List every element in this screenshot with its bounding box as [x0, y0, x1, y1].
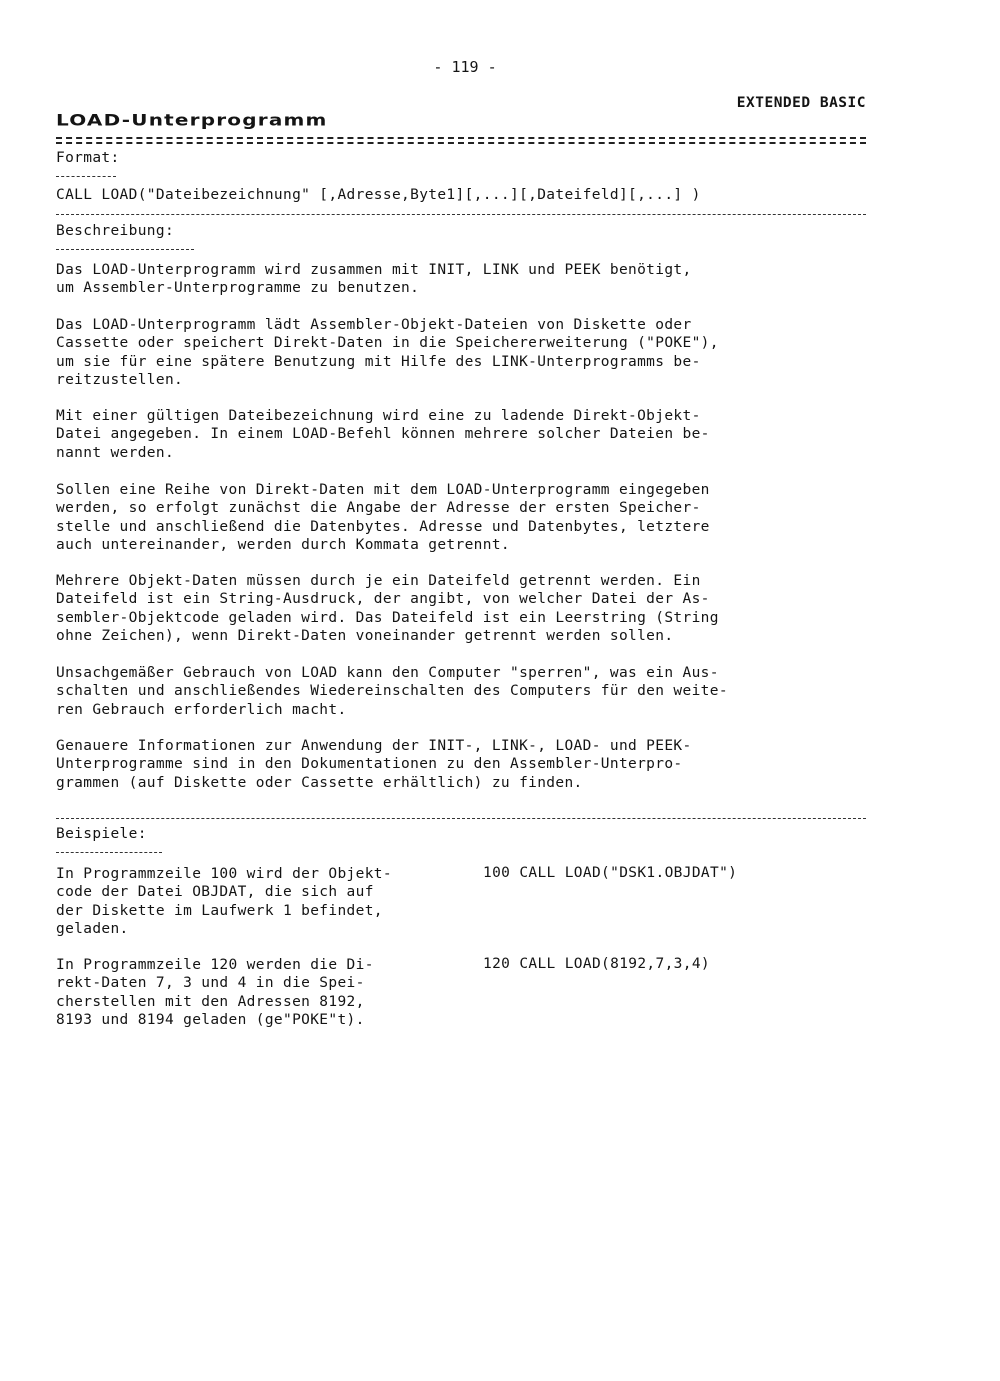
description-paragraph-2: Das LOAD-Unterprogramm lädt Assembler-Objekt-Dateien von Diskette oder Cassette oder speichert Direkt-Daten in die Speichererweiterung ("POKE"), um sie für eine spätere Benutzung mit Hilfe des LINK-Unterprogramms be- reitzustellen. — [56, 317, 719, 388]
example-1-description: In Programmzeile 100 wird der Objekt- code der Datei OBJDAT, die sich auf der Diskette im Laufwerk 1 befindet, geladen. — [56, 866, 392, 937]
examples-heading: Beispiele: — [56, 826, 147, 842]
format-syntax: CALL LOAD("Dateibezeichnung" [,Adresse,Byte1][,...][,Dateifeld][,...] ) — [56, 187, 701, 203]
page-number: - 119 - — [433, 58, 497, 76]
format-heading: Format: — [56, 150, 120, 166]
description-heading: Beschreibung: — [56, 223, 175, 239]
page-title: LOAD-Unterprogramm — [56, 110, 328, 130]
description-paragraph-7: Genauere Informationen zur Anwendung der INIT-, LINK-, LOAD- und PEEK- Unterprogramme sind in den Dokumentationen zu den Assembler-Unterpro- grammen (auf Diskette oder Cassette erhältlich) zu finden. — [56, 738, 692, 791]
description-paragraph-3: Mit einer gültigen Dateibezeichnung wird eine zu ladende Direkt-Objekt- Datei angegeben. In einem LOAD-Befehl können mehrere solcher Dateien be- nannt werden. — [56, 408, 710, 461]
example-2-description: In Programmzeile 120 werden die Di- rekt-Daten 7, 3 und 4 in die Spei- cherstellen mit den Adressen 8192, 8193 und 8194 geladen (ge"POKE"t). — [56, 957, 374, 1028]
example-2-code: 120 CALL LOAD(8192,7,3,4) — [483, 956, 710, 972]
format-heading-underline — [56, 176, 116, 177]
description-paragraph-6: Unsachgemäßer Gebrauch von LOAD kann den Computer "sperren", was ein Aus- schalten und anschließendes Wiedereinschalten des Computers für den weite- ren Gebrauch erforderlich macht. — [56, 665, 728, 718]
description-paragraph-4: Sollen eine Reihe von Direkt-Daten mit dem LOAD-Unterprogramm eingegeben werden, so erfolgt zunächst die Angabe der Adresse der ersten Speicher- stelle und anschließend die Datenbytes. Adresse und Datenbytes, letztere auch untereinander, werden durch Kommata getrennt. — [56, 482, 710, 553]
example-1-code: 100 CALL LOAD("DSK1.OBJDAT") — [483, 865, 738, 881]
description-paragraph-5: Mehrere Objekt-Daten müssen durch je ein Dateifeld getrennt werden. Ein Dateifeld ist ein String-Ausdruck, der angibt, von welcher Datei der As- sembler-Objektcode geladen wird. Das Dateifeld ist ein Leerstring (String ohne Zeichen), wenn Direkt-Daten voneinander getrennt werden sollen. — [56, 573, 719, 644]
title-rule-bottom — [56, 142, 866, 144]
examples-separator — [56, 818, 866, 819]
description-paragraph-1: Das LOAD-Unterprogramm wird zusammen mit INIT, LINK und PEEK benötigt, um Assembler-Unterprogramme zu benutzen. — [56, 262, 692, 297]
title-rule-top — [56, 137, 866, 139]
description-heading-underline — [56, 249, 194, 250]
examples-heading-underline — [56, 852, 162, 853]
format-separator — [56, 214, 866, 215]
running-header: EXTENDED BASIC — [736, 95, 866, 111]
